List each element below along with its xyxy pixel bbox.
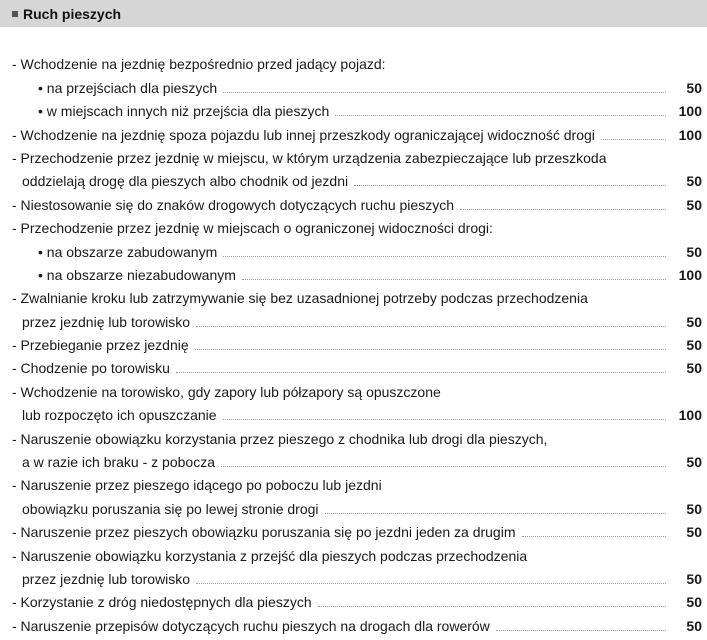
violations-list [0,50,707,635]
violation-text: - Chodzenie po torowisku [12,360,170,377]
square-bullet-icon [12,11,18,17]
violation-text: oddzielają drogę dla pieszych albo chodnik od jezdni [22,173,349,190]
penalty-points: 50 [686,594,702,611]
penalty-points: 100 [678,266,702,283]
penalty-points: 50 [686,524,702,541]
penalty-points: 50 [686,173,702,190]
dot-leader [496,630,666,631]
violation-text: - Przechodzenie przez jezdnię w miejscach o ograniczonej widoczności drogi: [12,220,493,237]
penalty-points: 50 [686,196,702,213]
violation-text: przez jezdnię lub torowisko [22,570,191,587]
penalty-points: 50 [686,243,702,260]
violation-text: - Niestosowanie się do znaków drogowych dotyczących ruchu pieszych [12,196,454,213]
dot-leader [318,606,666,607]
list-item [0,448,707,471]
penalty-points: 100 [678,103,702,120]
violation-text: - Przebieganie przez jezdnię [12,337,189,354]
penalty-points: 50 [686,570,702,587]
penalty-points: 50 [686,79,702,96]
list-item [0,611,707,634]
violation-text: - Wchodzenie na jezdnię spoza pojazdu lub innej przeszkody ograniczającej widoczność drogi [12,126,595,143]
violation-text: - Zwalnianie kroku lub zatrzymywanie się bez uzasadnionej potrzeby podczas przechodzenia [12,290,588,307]
section-title: Ruch pieszych [23,5,122,22]
violation-text: lub rozpoczęto ich opuszczanie [22,407,217,424]
violation-text: • w miejscach innych niż przejścia dla pieszych [38,103,330,120]
dot-leader [354,185,666,186]
list-item [0,331,707,354]
dot-leader [176,372,666,373]
violation-text: - Naruszenie przepisów dotyczących ruchu pieszych na drogach dla rowerów [12,617,490,634]
penalty-points: 50 [686,337,702,354]
violation-text: obowiązku poruszania się po lewej stronie drogi [22,500,319,517]
list-item [0,120,707,143]
list-item [0,565,707,588]
list-item [0,401,707,424]
penalty-points: 50 [686,617,702,634]
dot-leader [335,115,666,116]
dot-leader [242,279,666,280]
list-item [0,354,707,377]
violation-text: przez jezdnię lub torowisko [22,313,191,330]
violation-text: - Naruszenie przez pieszych obowiązku poruszania się po jezdni jeden za drugim [12,524,516,541]
dot-leader [195,349,666,350]
list-item [0,50,707,73]
violation-text: - Przechodzenie przez jezdnię w miejscu, w którym urządzenia zabezpieczające lub przeszkoda [12,149,607,166]
list-item [0,471,707,494]
dot-leader [522,536,667,537]
dot-leader [460,209,666,210]
list-item [0,284,707,307]
violation-text: - Naruszenie obowiązku korzystania przez pieszego z chodnika lub drogi dla pieszych, [12,430,548,447]
dot-leader [223,92,666,93]
list-item [0,190,707,213]
section-header [0,0,707,27]
dot-leader [223,256,666,257]
violation-text: a w razie ich braku - z pobocza [22,454,215,471]
violation-text: • na obszarze zabudowanym [38,243,218,260]
dot-leader [601,139,666,140]
penalty-points: 50 [686,454,702,471]
list-item [0,144,707,167]
violation-text: - Naruszenie obowiązku korzystania z przejść dla pieszych podczas przechodzenia [12,547,528,564]
violation-text: - Korzystanie z dróg niedostępnych dla pieszych [12,594,312,611]
dot-leader [325,513,666,514]
dot-leader [196,326,666,327]
list-item [0,214,707,237]
penalty-points: 100 [678,126,702,143]
violation-text: • na obszarze niezabudowanym [38,266,236,283]
dot-leader [223,419,666,420]
penalty-points: 50 [686,500,702,517]
violation-text: - Wchodzenie na torowisko, gdy zapory lub półzapory są opuszczone [12,383,441,400]
list-item [0,588,707,611]
list-item [0,518,707,541]
dot-leader [196,583,666,584]
list-item [0,261,707,284]
list-item [0,424,707,447]
penalty-points: 50 [686,360,702,377]
list-item [0,494,707,517]
list-item [0,73,707,96]
penalty-points: 50 [686,313,702,330]
list-item [0,307,707,330]
list-item [0,237,707,260]
list-item [0,97,707,120]
violation-text: • na przejściach dla pieszych [38,79,218,96]
penalty-points: 100 [678,407,702,424]
list-item [0,167,707,190]
list-item [0,541,707,564]
list-item [0,377,707,400]
dot-leader [221,466,666,467]
violation-text: - Wchodzenie na jezdnię bezpośrednio przed jadący pojazd: [12,56,386,73]
violation-text: - Naruszenie przez pieszego idącego po poboczu lub jezdni [12,477,382,494]
